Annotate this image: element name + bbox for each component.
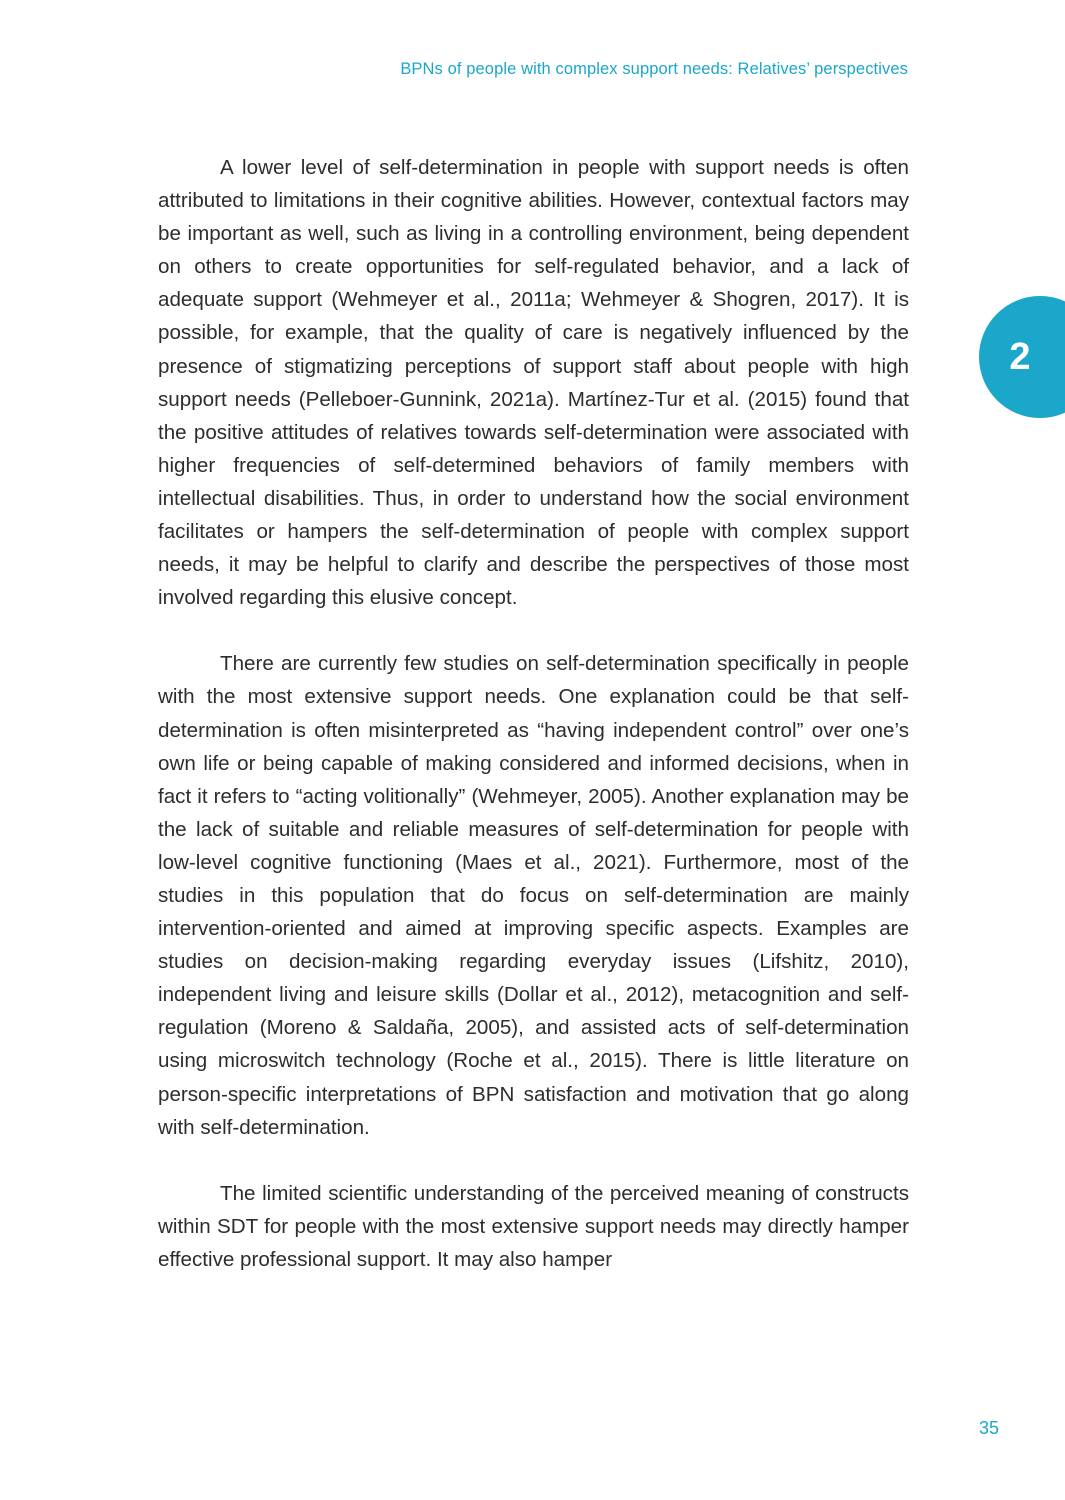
chapter-tab — [979, 296, 1065, 418]
page-number: 35 — [978, 1418, 999, 1438]
paragraph: The limited scientific understanding of the perceived meaning of constructs within SDT for people with the most extensive support needs may directly hamper effective professional support. It may also hamper — [158, 1181, 909, 1271]
paragraph: There are currently few studies on self-determination specifically in people with the most extensive support needs. One explanation could be that self-determination is often misinterpreted as “having independent control” over one’s own life or being capable of making considered and informed decisions, when in fact it refers to “acting volitionally” (Wehmeyer, 2005). Another explanation may be the lack of suitable and reliable measures of self-determination for people with low-level cognitive functioning (Maes et al., 2021). Furthermore, most of the studies in this population that do focus on self-determination are mainly intervention-oriented and aimed at improving specific aspects. Examples are studies on decision-making regarding everyday issues (Lifshitz, 2010), independent living and leisure skills (Dollar et al., 2012), metacognition and self-regulation (Moreno & Saldaña, 2005), and assisted acts of self-determination using microswitch technology (Roche et al., 2015). There is little literature on person-specific interpretations of BPN satisfaction and motivation that go along with self-determination. — [158, 652, 909, 1139]
body-text — [158, 151, 909, 1309]
paragraph: A lower level of self-determination in people with support needs is often attributed to limitations in their cognitive abilities. However, contextual factors may be important as well, such as living in a controlling environment, being dependent on others to create opportunities for self-regulated behavior, and a lack of adequate support (Wehmeyer et al., 2011a; Wehmeyer & Shogren, 2017). It is possible, for example, that the quality of care is negatively influenced by the presence of stigmatizing perceptions of support staff about people with high support needs (Pelleboer-Gunnink, 2021a). Martínez-Tur et al. (2015) found that the positive attitudes of relatives towards self-determination were associated with higher frequencies of self-determined behaviors of family members with intellectual disabilities. Thus, in order to understand how the social environment facilitates or hampers the self-determination of people with complex support needs, it may be helpful to clarify and describe the perspectives of those most involved regarding this elusive concept. — [158, 156, 909, 610]
chapter-number: 2 — [1009, 336, 1031, 378]
running-header: BPNs of people with complex support needs: Relatives’ perspectives — [400, 60, 908, 78]
